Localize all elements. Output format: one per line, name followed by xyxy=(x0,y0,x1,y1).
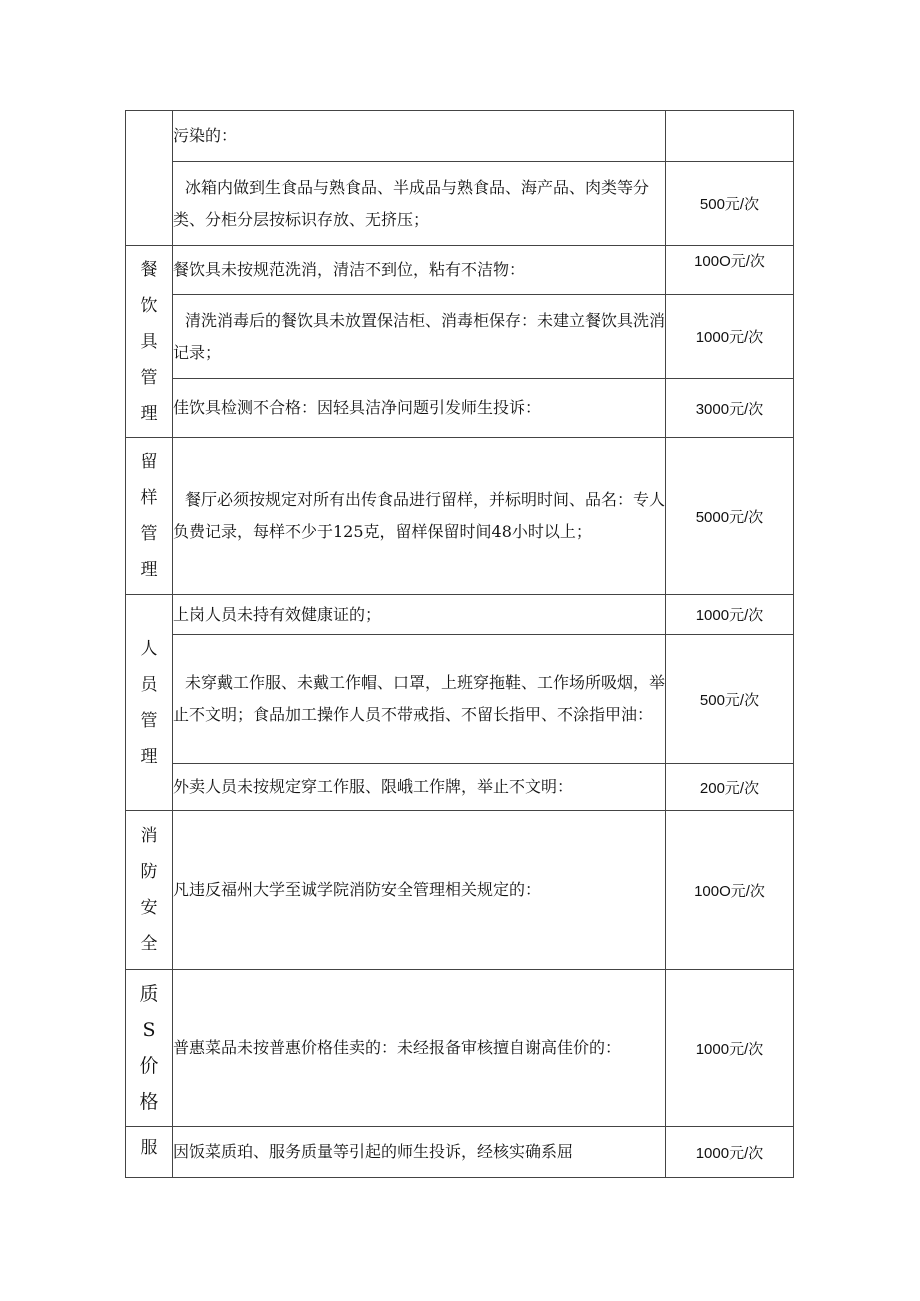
penalty-cell: 1000元/次 xyxy=(666,970,794,1127)
table-row xyxy=(126,635,794,764)
category-cell: 留样管理 xyxy=(126,438,173,595)
table-row xyxy=(126,438,794,595)
category-cell: 餐饮具管理 xyxy=(126,246,173,438)
rule-cell: 餐厅必须按规定对所有出传食品进行留样，并标明时间、品名：专人负费记录，每样不少于125克，留样保留时间48小时以上； xyxy=(173,438,666,595)
rule-cell: 清洗消毒后的餐饮具未放置保洁柜、消毒柜保存：未建立餐饮具洗消记录； xyxy=(173,295,666,379)
rule-cell: 凡违反福州大学至诚学院消防安全管理相关规定的： xyxy=(173,811,666,970)
category-cell: 服 xyxy=(126,1127,173,1178)
rule-cell: 普惠菜品未按普惠价格佳卖的：未经报备审核擅自谢高佳价的： xyxy=(173,970,666,1127)
penalty-cell: 1000元/次 xyxy=(666,1127,794,1178)
category-cell: 质S价格 xyxy=(126,970,173,1127)
table-row xyxy=(126,764,794,811)
penalty-cell: 500元/次 xyxy=(666,635,794,764)
table-row xyxy=(126,295,794,379)
category-cell: 消防安全 xyxy=(126,811,173,970)
penalty-cell xyxy=(666,111,794,162)
table-row xyxy=(126,811,794,970)
rule-cell: 因饭菜质珀、服务质量等引起的师生投诉，经核实确系屈 xyxy=(173,1127,666,1178)
penalty-cell: 500元/次 xyxy=(666,162,794,246)
penalty-table xyxy=(125,110,794,1178)
table-row xyxy=(126,162,794,246)
table-row xyxy=(126,595,794,635)
table-row xyxy=(126,379,794,438)
table-row xyxy=(126,970,794,1127)
rule-cell: 未穿戴工作服、未戴工作帽、口罩，上班穿拖鞋、工作场所吸烟，举止不文明；食品加工操作人员不带戒指、不留长指甲、不涂指甲油： xyxy=(173,635,666,764)
rule-cell: 冰箱内做到生食品与熟食品、半成品与熟食品、海产品、肉类等分类、分柜分层按标识存放、无挤压； xyxy=(173,162,666,246)
rule-cell: 餐饮具未按规范洗消，清洁不到位，粘有不洁物： xyxy=(173,246,666,295)
category-cell: 人员管理 xyxy=(126,595,173,811)
table-row xyxy=(126,111,794,162)
penalty-cell: 1000元/次 xyxy=(666,595,794,635)
table-row xyxy=(126,1127,794,1178)
rule-cell: 污染的： xyxy=(173,111,666,162)
penalty-cell: 200元/次 xyxy=(666,764,794,811)
penalty-cell: 3000元/次 xyxy=(666,379,794,438)
table-row xyxy=(126,246,794,295)
rule-cell: 上岗人员未持有效健康证的； xyxy=(173,595,666,635)
penalty-cell: 100O元/次 xyxy=(666,811,794,970)
rule-cell: 佳饮具检测不合格：因轻具洁净问题引发师生投诉： xyxy=(173,379,666,438)
category-cell xyxy=(126,111,173,246)
rule-cell: 外卖人员未按规定穿工作服、限峨工作牌，举止不文明： xyxy=(173,764,666,811)
penalty-cell: 100O元/次 xyxy=(666,246,794,295)
penalty-cell: 1000元/次 xyxy=(666,295,794,379)
penalty-cell: 5000元/次 xyxy=(666,438,794,595)
